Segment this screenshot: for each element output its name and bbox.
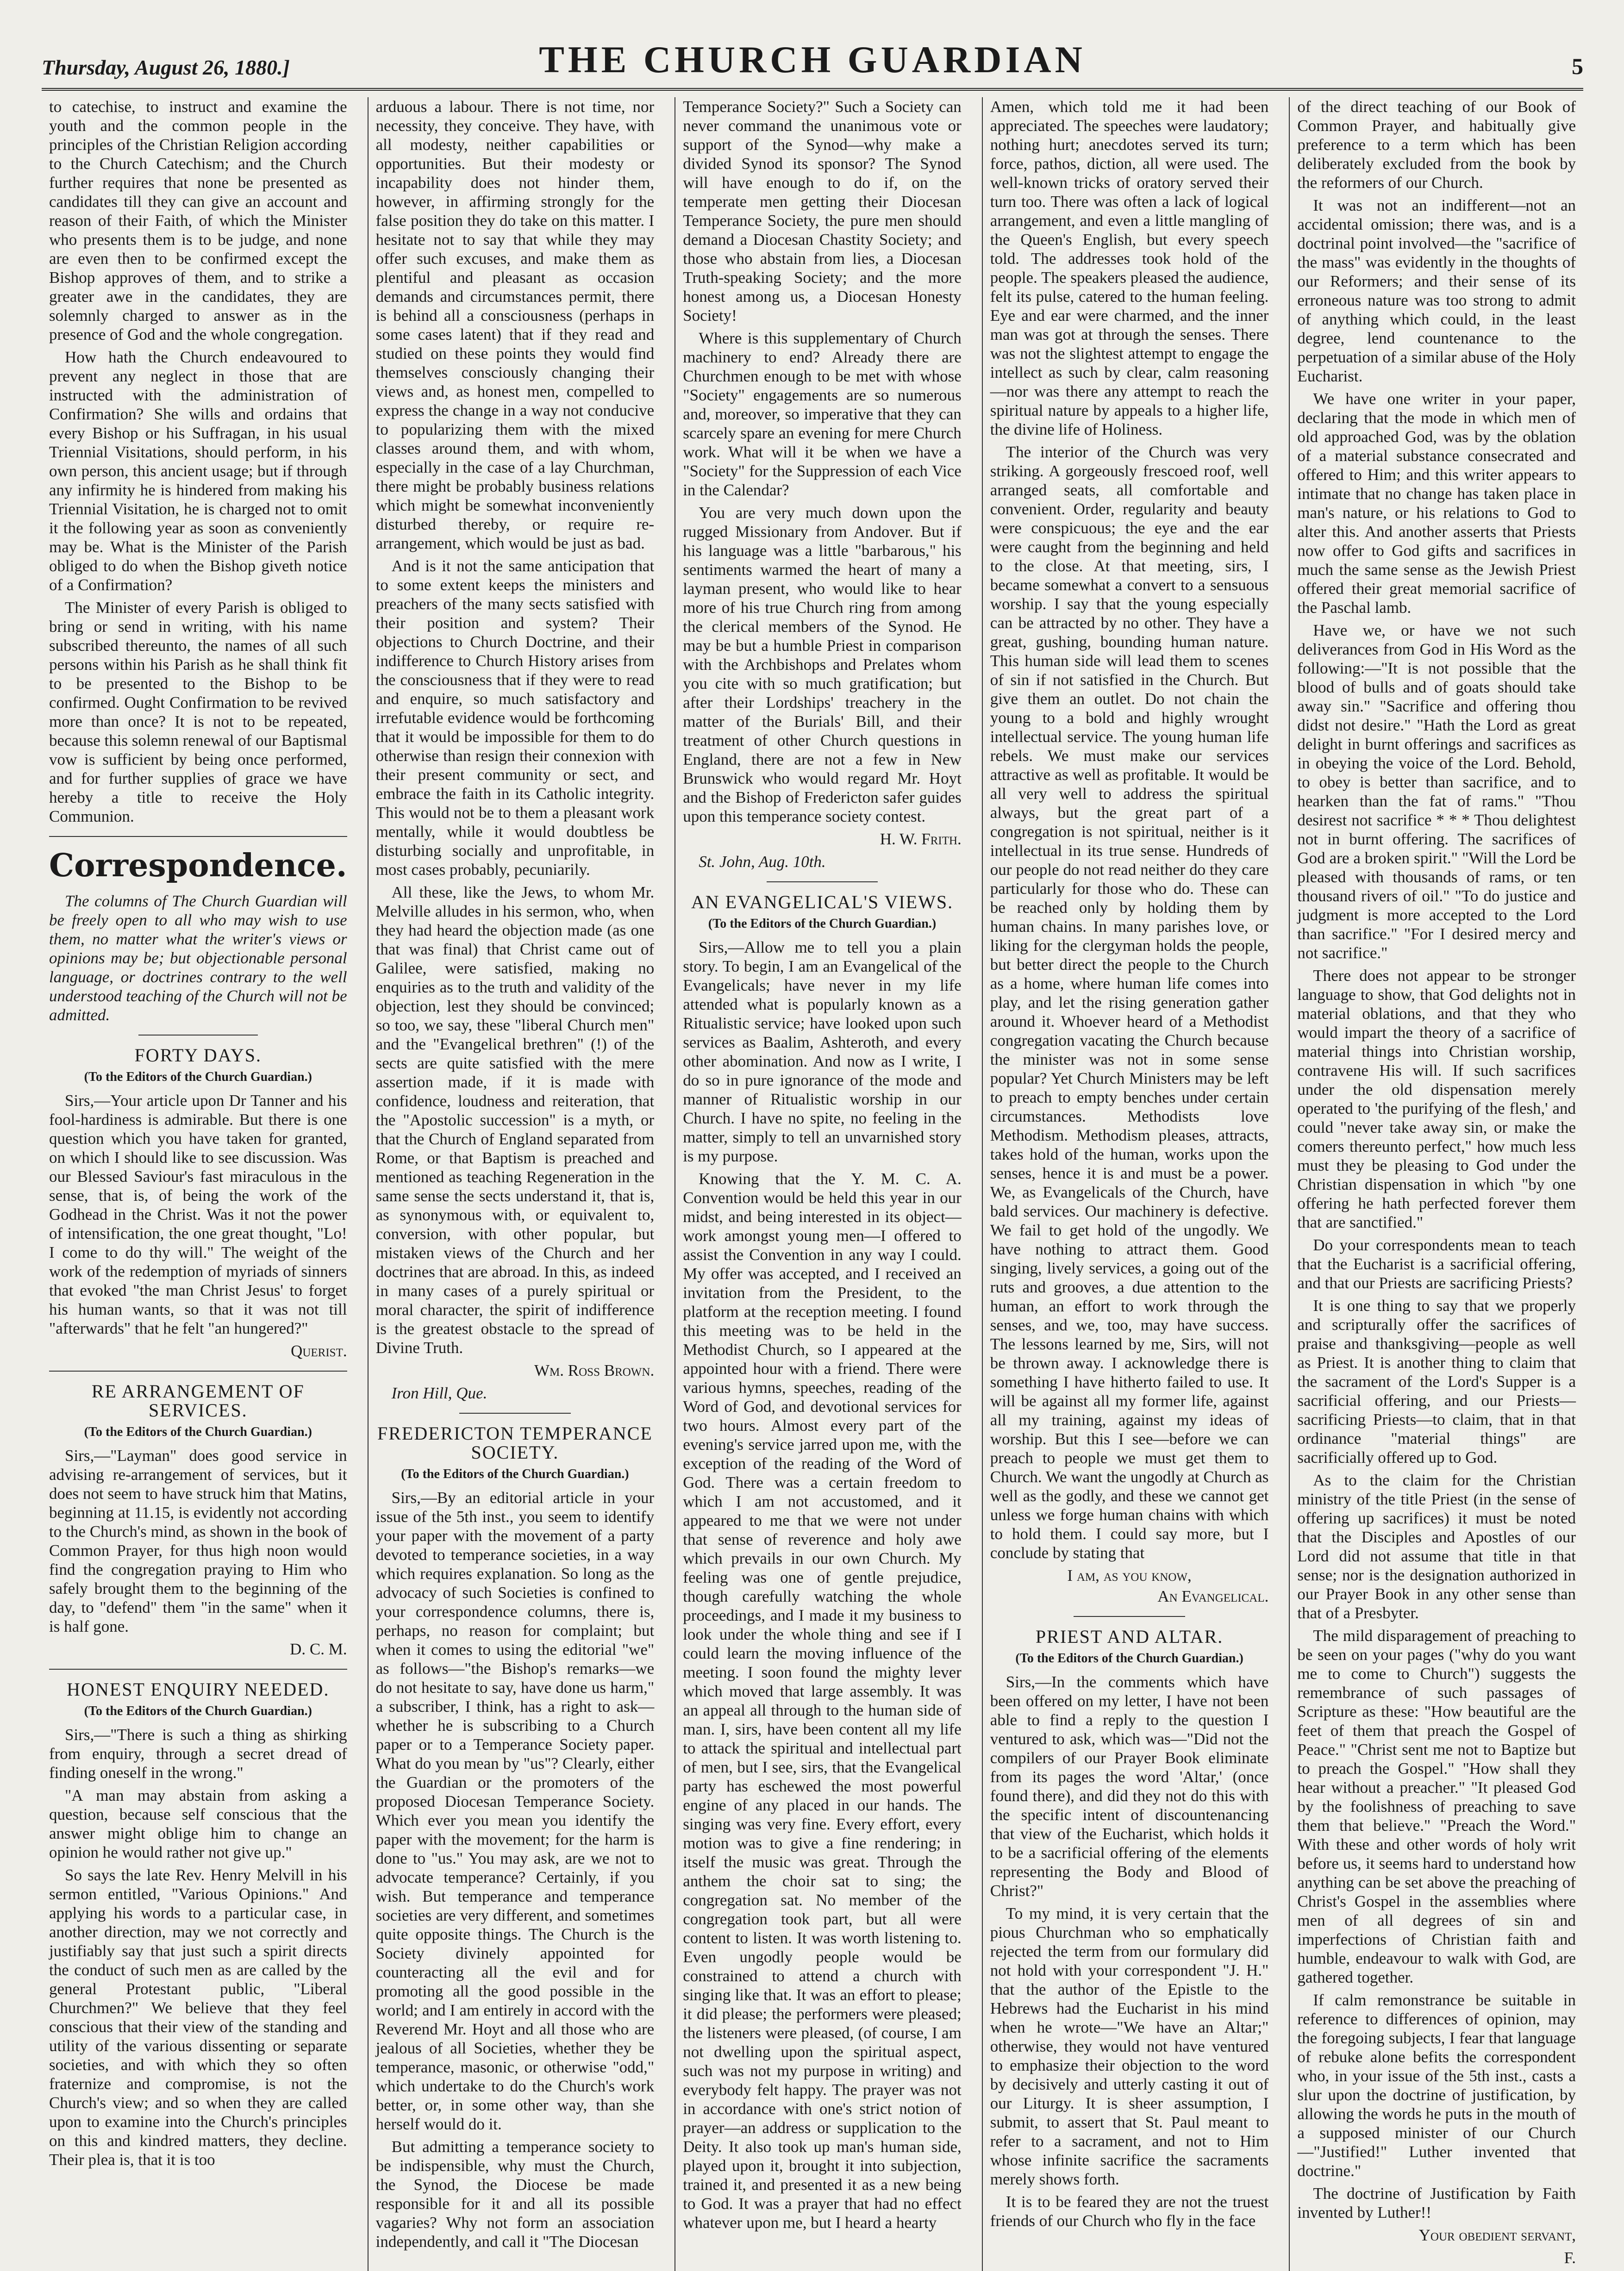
column-2 (368, 97, 662, 2271)
editors-note: (To the Editors of the Church Guardian.) (1015, 1651, 1243, 1666)
paragraph: The Minister of every Parish is obliged to bring or send in writing, with his name subscribed thereunto, the names of all such persons within his Parish as he shall think fit to be presented to the Bishop to be confirmed. Ought Confirmation to be revived more than once? It is not to be repeated, because this solemn renewal of our Baptismal vow is sufficient by being once performed, and for further supplies of grace we have hereby a title to receive the Holy Communion. (49, 599, 347, 825)
signature: F. (1564, 2249, 1576, 2267)
column-4 (982, 97, 1276, 2271)
paragraph: To my mind, it is very certain that the pious Churchman who so emphatically rejected the term from our formulary did not hold with your correspondent "J. H." that the author of the Epistle to the Hebrews had the Eucharist in his mind when he wrote—"We have an Altar;" otherwise, they would not have ventured to emphasize their objection to the word by decisively and utterly casting it out of our Liturgy. It is sheer assumption, I submit, to assert that St. Paul meant to refer to a sacrament, and not to Him whose infinite sacrifice the sacraments merely shows forth. (990, 1904, 1269, 2188)
closing-line: Your obedient servant, (1418, 2226, 1576, 2244)
paragraph: Sirs,—In the comments which have been offered on my letter, I have not been able to find a reply to the question I ventured to ask, which was—"Did not the compilers of our Prayer Book eliminate from its pages the word 'Altar,' (once found there), and did they not do this with the specific intent of discountenancing that view of the Eucharist, which holds it to be a sacrificial offering of the elements representing the Body and Blood of Christ?" (990, 1673, 1269, 1900)
paragraph: There does not appear to be stronger language to show, that God delights not in material oblations, and that they who would impart the theory of a sacrifice of material things into Christian worship, contravene His will. If such sacrifices under the old dispensation merely operated to 'the purifying of the flesh,' and could "never take away sin, or make the comers thereunto perfect," how much less must they be pleasing to God under the Christian dispensation in which "by one offering he hath perfected forever them that are sanctified." (1297, 967, 1576, 1231)
article-heading: FREDERICTON TEMPERANCE SOCIETY. (377, 1423, 653, 1463)
divider (49, 836, 347, 837)
editors-note: (To the Editors of the Church Guardian.) (401, 1467, 629, 1481)
divider (459, 1413, 571, 1414)
page-number: 5 (1572, 53, 1583, 79)
article-heading: RE ARRANGEMENT OF SERVICES. (91, 1381, 305, 1421)
paragraph: Do your correspondents mean to teach that the Eucharist is a sacrificial offering, and that our Priests are sacrificing Priests? (1297, 1236, 1576, 1292)
editors-note: (To the Editors of the Church Guardian.) (708, 917, 937, 931)
paragraph: We have one writer in your paper, declaring that the mode in which men of old approached God, was by the oblation of a material substance consecrated and offered to Him; and this writer appears to intimate that no change has taken place in man's nature, or his relations to God to alter this. And another asserts that Priests now offer to God gifts and sacrifices in much the same sense as the Jewish Priest offered their great memorial sacrifice of the Paschal lamb. (1297, 390, 1576, 617)
paragraph: Sirs,—Your article upon Dr Tanner and his fool-hardiness is admirable. But there is one question which you have taken for granted, on which I should like to see discussion. Was our Blessed Saviour's fast miraculous in the sense, that is, of being the work of the Godhead in the Christ. Was it not the power of intensification, the one great thought, "Lo! I come to do thy will." The weight of the work of the redemption of myriads of sinners that evoked "the man Christ Jesus' to forget his human wants, so that it was not till "afterwards" that he felt "an hungered?" (49, 1092, 347, 1337)
paragraph: It is one thing to say that we properly and scripturally offer the sacrifices of praise and thanksgiving—people as well as Priest. It is another thing to claim that the sacrament of the Lord's Supper is a sacrificial offering, and our Priests—sacrificing Priests—to claim, that in that ordinance "material things" are sacrificially offered up to God. (1297, 1297, 1576, 1466)
paragraph: It is to be feared they are not the truest friends of our Church who fly in the face (990, 2193, 1269, 2230)
paragraph: Have we, or have we not such deliverances from God in His Word as the following:—"It is not possible that the blood of bulls and of goats should take away sin." "Sacrifice and offering thou didst not desire." "Hath the Lord as great delight in burnt offerings and sacrifices as in obeying the voice of the Lord. Behold, to obey is better than sacrifice, and to hearken than the fat of rams." "Thou desirest not sacrifice * * * Thou delightest not in burnt offering. The sacrifices of God are a broken spirit." "Will the Lord be pleased with thousands of rams, or ten thousand rivers of oil." "To do justice and judgment is more accepted to the Lord than sacrifice." "For I desired mercy and not sacrifice." (1297, 621, 1576, 962)
divider (138, 1035, 257, 1036)
paragraph: Sirs,—By an editorial article in your issue of the 5th inst., you seem to identify your paper with the movement of a party devoted to temperance societies, in a way which requires explanation. So long as the advocacy of such Societies is confined to your correspondence columns, there is, perhaps, no reason for complaint; but when it comes to using the editorial "we" as follows—"the Bishop's remarks—we do not hesitate to say, have done us harm," a subscriber, I think, has a right to ask—whether he is subscribing to a Church paper or to a Temperance Society paper. What do you mean by "us"? Clearly, either the Guardian or the promoters of the proposed Diocesan Temperance Society. Which ever you mean you identify the paper with the movement; for the harm is done to "us." You may ask, are we not to advocate temperance? Certainly, if you wish. But temperance and temperance societies are very different, and sometimes quite opposite things. The Church is the Society divinely appointed for counteracting all the evil and for promoting all the good possible in the world; and I am entirely in accord with the Reverend Mr. Hoyt and all those who are jealous of all Societies, whether they be temperance, masonic, or otherwise "odd," which undertake to do the Church's work better, or, in some other way, than she herself would do it. (375, 1489, 655, 2133)
paragraph: It was not an indifferent—not an accidental omission; there was, and is a doctrinal point involved—the "sacrifice of the mass" was evidently in the thoughts of our Reformers; and their sense of its erroneous nature was too strong to admit of anything which could, in the least degree, lend countenance to the perpetuation of a similar abuse of the Holy Eucharist. (1297, 196, 1576, 385)
columns (42, 97, 1583, 2267)
paragraph: The interior of the Church was very striking. A gorgeously frescoed roof, well arranged seats, all comfortable and convenient. Order, regularity and beauty were conspicuous; the eye and the ear were caught from the beginning and held to the close. At that meeting, sirs, I became somewhat a convert to a sensuous worship. I say that the young especially can be attracted by no other. They have a great, gushing, bounding human nature. This human side will lead them to scenes of sin if not satisfied in the Church. But give them an outlet. Do not chain the young to a bold and highly wrought intellectual service. The young human life rebels. We must make our services attractive as well as profitable. It would be all very well to address the spiritual always, but the great part of a congregation is not spiritual, neither is it intellectual in its true sense. Hundreds of our people do not read neither do they care particularly for those who do. These can be reached only by holding them by human chains. In many parishes love, or liking for the clergyman holds the people, but better direct the people to the Church as a home, where human life comes into play, and let the rising generation gather around it. Whoever heard of a Methodist congregation vacating the Church because the minister was not in some sense popular? Yet Church Ministers may be left to preach to empty benches under certain circumstances. Methodists love Methodism. Methodism pleases, attracts, takes hold of the human, works upon the senses, hence it is and must be a power. We, as Evangelicals of the Church, have bald services. Our machinery is defective. We fail to get hold of the ungodly. We have nothing to attract them. Good singing, lively services, a going out of the ruts and grooves, a due attention to the human, an effort to work through the senses, and we, too, may have success. The lessons learned by me, Sirs, will not be thrown away. I acknowledge there is something I have hitherto failed to use. It will be against all my former life, against all my training, against my ideas of worship. But this I see—before we can preach to people we must get them to Church. We want the ungodly at Church as well as the godly, and these we cannot get unless we forge human chains with which to hold them. I could say more, but I conclude by stating that (990, 443, 1269, 1562)
paragraph: But admitting a temperance society to be indispensible, why must the Church, the Synod, the Diocese be made responsible for it and all its possible vagaries? Why not form an association independently, and call it "The Diocesan (375, 2138, 655, 2251)
signature: An Evangelical. (1157, 1587, 1269, 1605)
paragraph: Sirs,—Allow me to tell you a plain story. To begin, I am an Evangelical of the Evangelicals; have never in my life attended what is popularly known as a Ritualistic service; have looked upon such services as Baalim, Ashteroth, and every other abomination. And now as I write, I do so in pure ignorance of the mode and manner of Ritualistic worship in our Church. I have no spite, no feeling in the matter, simply to tell an unvarnished story is my purpose. (683, 938, 962, 1165)
signature: Querist. (291, 1342, 347, 1360)
paragraph: arduous a labour. There is not time, nor necessity, they conceive. They have, with all modesty, neither capabilities or opportunities. But their modesty or incapability does not hinder them, however, in affirming strongly for the false position they do take on this matter. I hesitate not to say that while they may offer such excuses, and make them as plentiful and pleasant as occasion demands and circumstances permit, there is behind all a consciousness (perhaps in some cases latent) that if they read and studied on these points they would find themselves consciously changing their views and, as honest men, compelled to express the change in a way not conducive to popularizing them with the mixed classes around them, and with whom, especially in the case of a lay Churchman, there might be probably business relations which might be somewhat inconveniently disturbed thereby, or require re-arrangement, which would be just as bad. (375, 98, 655, 552)
paragraph: And is it not the same anticipation that to some extent keeps the ministers and preachers of the many sects satisfied with their position and system? Their objections to Church Doctrine, and their indifference to Church History arises from the consciousness that if they were to read and enquire, so much satisfactory and irrefutable evidence would be forthcoming that it would be impossible for them to do otherwise than resign their connexion with their present community or sect, and embrace the faith in its Catholic integrity. This would not be to them a pleasant work mentally, while it would doubtless be disturbing socially and unprofitable, in most cases probably, pecuniarily. (375, 557, 655, 879)
paragraph: Amen, which told me it had been appreciated. The speeches were laudatory; nothing hurt; anecdotes served its turn; force, pathos, diction, all were used. The well-known tricks of oratory served their turn too. There was often a lack of logical arrangement, and even a little mangling of the Queen's English, but every speech told. The addresses took hold of the people. The speakers pleased the audience, felt its pulse, catered to the human feeling. Eye and ear were charmed, and the inner man was got at through the senses. There was not the slightest attempt to engage the intellect as such by clear, calm reasoning—nor was there any attempt to reach the spiritual nature by appeals to a higher life, the divine life of Holiness. (990, 98, 1269, 438)
article-heading: AN EVANGELICAL'S VIEWS. (691, 892, 954, 912)
correspondence-heading: Correspondence. (49, 847, 347, 884)
paragraph: How hath the Church endeavoured to prevent any neglect in those that are instructed with the administration of Confirmation? She wills and ordains that every Bishop or his Suffragan, in his usual Triennial Visitations, should perform, in his own person, this ancient usage; but if through any infirmity he is hindered from making his Triennial Visitation, he is charged not to omit it the following year as soon as conveniently may be. What is the Minister of the Parish obliged to do when the Bishop giveth notice of a Confirmation? (49, 348, 347, 594)
editors-note: (To the Editors of the Church Guardian.) (84, 1070, 312, 1084)
paragraph: You are very much down upon the rugged Missionary from Andover. But if his language was a little "barbarous," his sentiments warmed the heart of many a layman present, who would like to hear more of his true Church ring from among the clerical members of the Synod. He may be but a humble Priest in comparison with the Archbishops and Prelates whom you cite with so much gratification; but after their Lordships' treachery in the matter of the Burials' Bill, and their treatment of other Church questions in England, there are not a few in New Brunswick who would regard Mr. Hoyt and the Bishop of Fredericton safer guides upon this temperance society contest. (683, 504, 962, 825)
newspaper-title: THE CHURCH GUARDIAN (539, 38, 1086, 81)
paragraph: Knowing that the Y. M. C. A. Convention would be held this year in our midst, and being interested in its object—work amongst young men—I offered to assist the Convention in any way I could. My offer was accepted, and I received an invitation from the President, to the platform at the reception meeting. I found this meeting was to be held in the Methodist Church, so I appeared at the appointed hour with a friend. There were various hymns, speeches, reading of the Word of God, and devotional services for two hours. Almost every part of the evening's service jarred upon me, with the exception of the reading of the Word of God. There was a certain freedom to which I am not accustomed, and it appeared to me that we were not under that sense of reverence and holy awe which prevails in our own Church. My feeling was one of gentle prejudice, though carefully watching the whole proceedings, and I made it my business to look under the whole thing and see if I could learn the moving influence of the meeting. I soon found the mighty lever which moved that large assembly. It was an appeal all through to the human side of man. I, sirs, have been content all my life to attack the spiritual and intellectual part of men, but I see, sirs, that the Evangelical party has eschewed the most powerful engine of any placed in our hands. The singing was very fine. Every effort, every motion was to give a fine rendering; in itself the music was great. Through the anthem the choir sat to sing; the congregation sat. No member of the congregation took part, but all were content to listen. It was worth listening to. Even ungodly people would be constrained to attend a church with singing like that. It was an effort to please; it did please; the performers were pleased; the listeners were pleased, (of course, I am not dwelling upon the spiritual aspect, such was not my purpose in writing) and everybody felt happy. The prayer was not in accordance with one's strict notion of prayer—an address or supplication to the Deity. It also took up man's human side, played upon it, brought it into subjection, trained it, and presented it as a new being to God. It was a prayer that had no effect whatever upon me, but I heard a hearty (683, 1170, 962, 2232)
signature: H. W. Frith. (880, 830, 962, 848)
paragraph: All these, like the Jews, to whom Mr. Melville alludes in his sermon, who, when they had heard the objection made (as one that was final) that Christ came out of Galilee, were satisfied, making no enquiries as to the truth and validity of the objection, lest they should be convinced; so too, we say, these "liberal Church men" and the "Evangelical brethren" (!) of the sects are quite satisfied with the mere assertion made, if it is made with confidence, loudness and reiteration, that the "Apostolic succession" is a myth, or that the Church of England separated from Rome, or that Baptism is preached and mentioned as teaching Regeneration in the same sense the sects understand it, that is, as synonymous with, or equivalent to, conversion, with other popular, but mistaken views of the Church and her doctrines that are abroad. In this, as indeed in many cases of a purely spiritual or moral character, the spirit of indifference is the greatest obstacle to the spread of Divine Truth. (375, 883, 655, 1357)
editors-note: (To the Editors of the Church Guardian.) (84, 1425, 312, 1439)
paragraph: of the direct teaching of our Book of Common Prayer, and habitually give preference to a term which has been deliberately excluded from the book by the reformers of our Church. (1297, 98, 1576, 192)
correspondence-note: The columns of The Church Guardian will be freely open to all who may wish to use them, no matter what the writer's views or opinions may be; but objectionable personal language, or doctrines contrary to the well understood teaching of the Church will not be admitted. (49, 892, 347, 1024)
paragraph: "A man may abstain from asking a question, because self conscious that the answer might oblige him to change an opinion he would rather not give up." (49, 1786, 347, 1861)
article-heading: FORTY DAYS. (134, 1045, 262, 1066)
issue-date: Thursday, August 26, 1880.] (42, 56, 290, 79)
place-line: St. John, Aug. 10th. (699, 853, 826, 871)
column-3 (675, 97, 969, 2271)
divider (1074, 1616, 1185, 1617)
paragraph: Temperance Society?" Such a Society can never command the unanimous vote or support of the Synod—why make a divided Synod its sponsor? The Synod will have enough to do if, on the temperate men getting their Diocesan Temperance Society, the pure men should demand a Diocesan Chastity Society; and those who abstain from lies, a Diocesan Truth-speaking Society; and the more honest among us, a Diocesan Honesty Society! (683, 98, 962, 324)
paragraph: Where is this supplementary of Church machinery to end? Already there are Churchmen enough to be met with whose "Society" engagements are so numerous and, moreover, so imperative that they can scarcely spare an evening for mere Church work. What will it be when we have a "Society" for the Suppression of each Vice in the Calendar? (683, 329, 962, 499)
masthead (42, 19, 1583, 91)
divider (49, 1669, 347, 1670)
paragraph: to catechise, to instruct and examine the youth and the common people in the principles of the Christian Religion according to the Church Catechism; and the Church further requires that none be presented as candidates till they can give an account and reason of their Faith, of which the Minister who presents them is to be judge, and none are even then to be confirmed except the Bishop approves of them, and to strike a greater awe in the candidates, they are solemnly charged to answer as in the presence of God and the whole congregation. (49, 98, 347, 343)
closing-line: I am, as you know, (1067, 1566, 1192, 1585)
divider (49, 1371, 347, 1372)
divider (767, 881, 878, 882)
column-1 (42, 97, 355, 2271)
article-heading: HONEST ENQUIRY NEEDED. (67, 1679, 330, 1700)
paragraph: The mild disparagement of preaching to be seen on your pages ("why do you want me to come to Church") suggests the remembrance of such passages of Scripture as these: "How beautiful are the feet of them that preach the Gospel of Peace." "Christ sent me not to Baptize but to preach the Gospel." "How shall they hear without a preacher." "It pleased God by the foolishness of preaching to save them that believe." "Preach the Word." With these and other words of holy writ before us, it seems hard to understand how anything can be set above the preaching of Christ's Gospel in the assemblies where men of all degrees of sin and imperfections of Christian faith and humble, endeavour to walk with God, are gathered together. (1297, 1627, 1576, 1986)
signature: D. C. M. (290, 1640, 347, 1658)
paragraph: The doctrine of Justification by Faith invented by Luther!! (1297, 2184, 1576, 2221)
paragraph: As to the claim for the Christian ministry of the title Priest (in the sense of offering up sacrifices) it must be noted that the Disciples and Apostles of our Lord did not assume that title in that sense; nor is the designation authorized in our Prayer Book in any other sense than that of a Presbyter. (1297, 1471, 1576, 1622)
article-heading: PRIEST AND ALTAR. (1035, 1626, 1224, 1647)
signature: Wm. Ross Brown. (534, 1361, 655, 1379)
editors-note: (To the Editors of the Church Guardian.) (84, 1704, 312, 1718)
column-5 (1289, 97, 1583, 2271)
paragraph: So says the late Rev. Henry Melvill in his sermon entitled, "Various Opinions." And applying his words to a particular case, in another direction, may we not correctly and justifiably say that just such a spirit directs the conduct of such men as are called by the general Protestant public, "Liberal Churchmen?" We believe that they feel conscious that their view of the standing and utility of the various dissenting or separate societies, and with which they so often fraternize and compromise, is not the Church's view; and so when they are called upon to examine into the Church's principles on this and kindred matters, they decline. Their plea is, that it is too (49, 1866, 347, 2169)
paragraph: If calm remonstrance be suitable in reference to differences of opinion, may the foregoing subjects, I fear that language of rebuke alone befits the correspondent who, in your issue of the 5th inst., casts a slur upon the doctrine of justification, by allowing the words he puts in the mouth of a supposed minister of our Church—"Justified!" Luther invented that doctrine." (1297, 1991, 1576, 2180)
paragraph: Sirs,—"There is such a thing as shirking from enquiry, through a secret dread of finding oneself in the wrong." (49, 1726, 347, 1782)
place-line: Iron Hill, Que. (391, 1384, 487, 1402)
paragraph: Sirs,—"Layman" does good service in advising re-arrangement of services, but it does not seem to have struck him that Matins, beginning at 11.15, is evidently not according to the Church's mind, as shown in the book of Common Prayer, for thus high noon would find the congregation praying to Him who safely brought them to the beginning of the day, to "defend" them "in the same" when it is half gone. (49, 1447, 347, 1635)
